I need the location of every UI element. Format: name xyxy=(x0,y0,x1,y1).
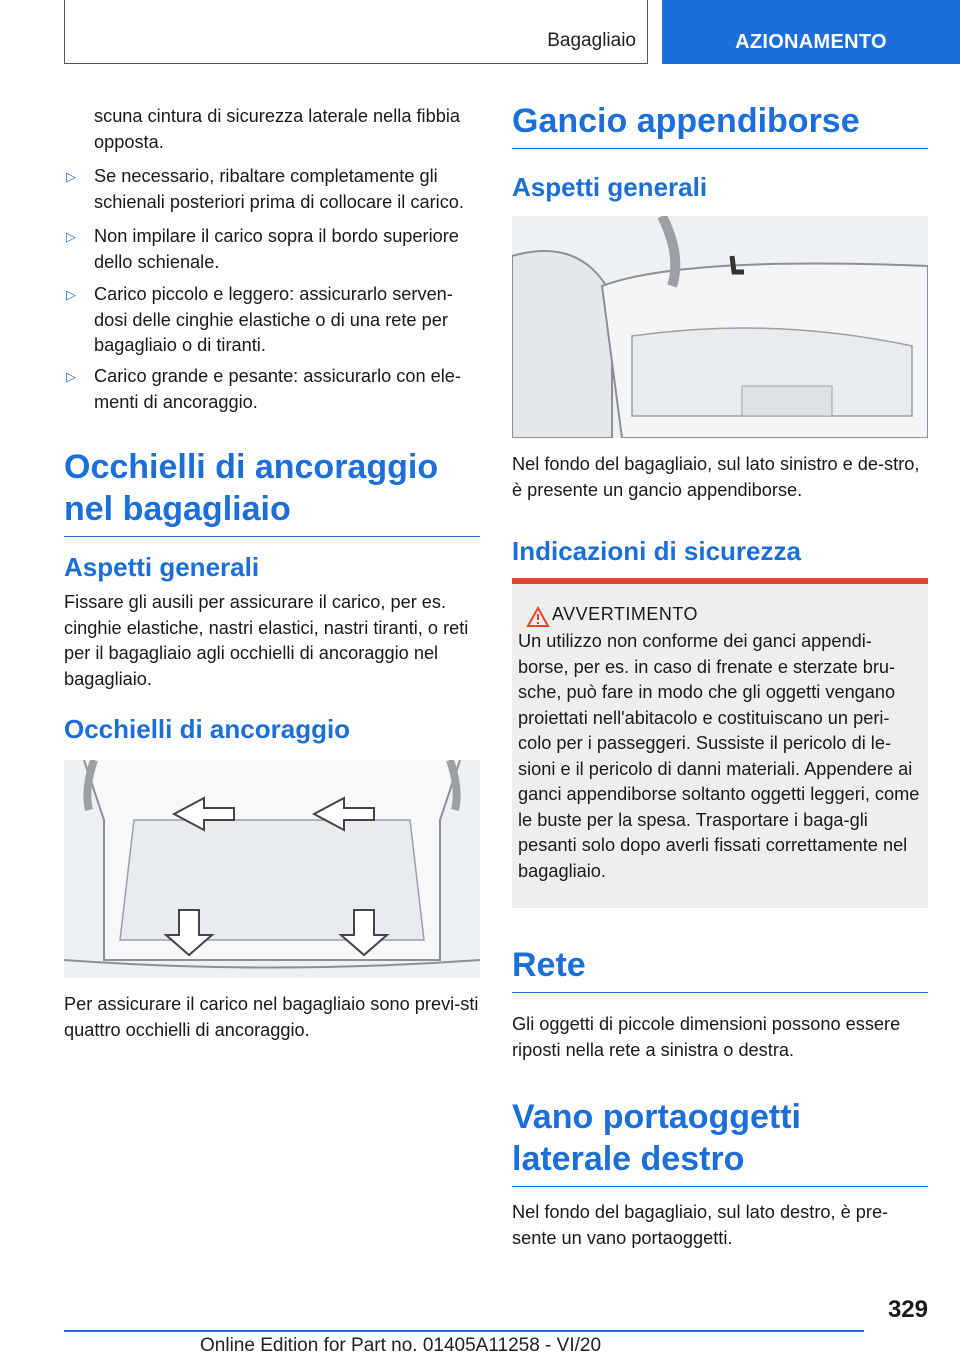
heading-anchor-eyes: Occhielli di ancoraggio xyxy=(64,714,351,744)
heading-general: Aspetti generali xyxy=(64,552,260,582)
header-section-title: Bagagliaio xyxy=(547,30,636,51)
warning-text: Un utilizzo non conforme dei ganci appendi‐borse, per es. in caso di frenate e sterzate bru‐sche, può fare in modo che gli oggetti vengano proiettati nell'abitacolo e costituiscano un peri‐colo per i passeggeri. Sussiste il pericolo di le‐sioni e il pericolo di danni materiali. Appendere ai ganci appendiborse soltanto oggetti leggeri, come le buste per la spesa. Trasportare i baga‐gli pesanti solo dopo averli fissati correttamente nel bagagliaio. xyxy=(518,631,920,881)
hook-caption: Nel fondo del bagagliaio, sul lato sinistro e de‐stro, è presente un gancio appendiborse. xyxy=(512,454,920,500)
bullet-text: Se necessario, ribaltare completamente gli schienali posteriori prima di collocare il carico. xyxy=(94,166,464,212)
anchor-caption: Per assicurare il carico nel bagagliaio sono previ‐sti quattro occhielli di ancoraggio. xyxy=(64,994,479,1040)
triangle-bullet-icon: ▷ xyxy=(66,369,76,384)
warning-triangle-icon xyxy=(526,606,550,628)
page-number: 329 xyxy=(887,1296,928,1323)
footer-edition-text: Online Edition for Part no. 01405A11258 - VI/20 xyxy=(200,1335,602,1356)
triangle-bullet-icon: ▷ xyxy=(66,229,76,244)
net-text: Gli oggetti di piccole dimensioni possono essere riposti nella rete a sinistra o destra. xyxy=(512,1014,901,1060)
compartment-text: Nel fondo del bagagliaio, sul lato destro, è pre‐sente un vano portaoggetti. xyxy=(512,1202,889,1248)
footer-divider xyxy=(64,1330,864,1332)
general-text: Fissare gli ausili per assicurare il carico, per es. cinghie elastiche, nastri elastici, nastri tiranti, o reti per il bagagliaio agli occhielli di ancoraggio nel bagagliaio. xyxy=(64,592,469,689)
bullet-text: Non impilare il carico sopra il bordo superiore dello schienale. xyxy=(94,226,459,272)
section-title-net: Rete xyxy=(512,944,928,993)
bag-hook-illustration xyxy=(512,216,928,438)
trunk-floor-drawing xyxy=(64,760,480,978)
section-title-compartment: Vano portaoggetti laterale destro xyxy=(512,1096,928,1187)
header-chapter-tab[interactable]: AZIONAMENTO xyxy=(662,0,960,64)
triangle-bullet-icon: ▷ xyxy=(66,287,76,302)
bullet-item xyxy=(64,282,480,359)
heading-hook-general: Aspetti generali xyxy=(512,172,708,202)
section-title-hook: Gancio appendiborse xyxy=(512,100,928,149)
trunk-side-drawing xyxy=(512,216,928,438)
warning-box xyxy=(512,578,928,908)
heading-safety: Indicazioni di sicurezza xyxy=(512,536,801,566)
bullet-item xyxy=(64,224,480,275)
trunk-anchor-illustration xyxy=(64,760,480,978)
intro-text: scuna cintura di sicurezza laterale nella fibbia opposta. xyxy=(94,106,460,152)
section-title-anchors: Occhielli di ancoraggio nel bagagliaio xyxy=(64,446,480,537)
bullet-item xyxy=(64,364,480,415)
bullet-item xyxy=(64,164,480,215)
bullet-text: Carico piccolo e leggero: assicurarlo serven‐dosi delle cinghie elastiche o di una rete per bagagliaio o di tiranti. xyxy=(94,284,453,355)
bullet-text: Carico grande e pesante: assicurarlo con ele‐menti di ancoraggio. xyxy=(94,366,461,412)
triangle-bullet-icon: ▷ xyxy=(66,169,76,184)
warning-title: AVVERTIMENTO xyxy=(552,604,699,624)
